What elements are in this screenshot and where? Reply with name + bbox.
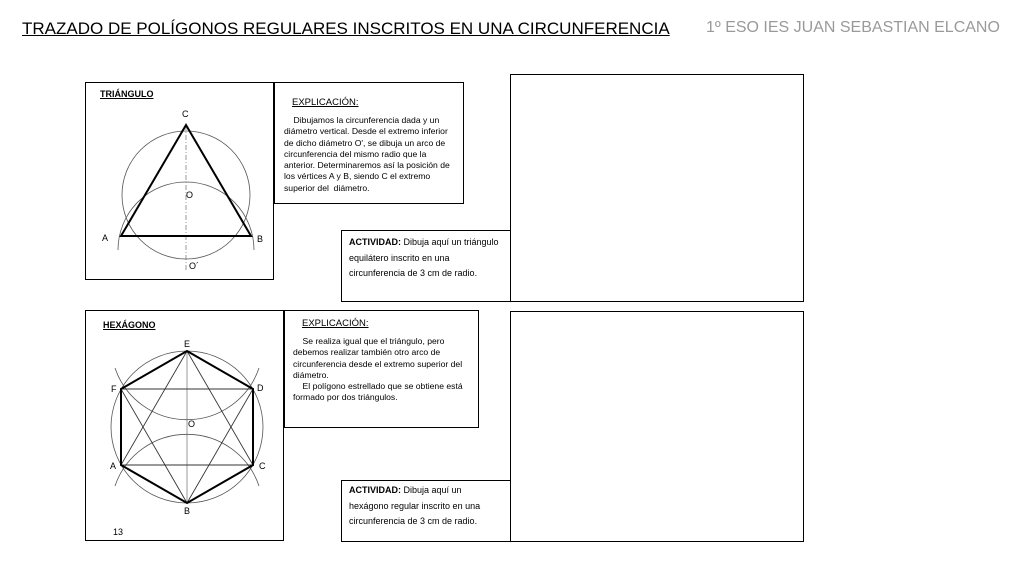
triangle-label-a: A: [102, 233, 109, 243]
hexagon-label-a: A: [110, 461, 117, 471]
triangle-label-b: B: [257, 234, 264, 244]
hexagon-construction-diagram: [85, 310, 284, 541]
triangle-label-c: C: [182, 109, 189, 119]
triangle-label-o-prime: O´: [189, 261, 199, 271]
hexagon-activity-label: ACTIVIDAD:: [349, 485, 401, 495]
hexagon-label-c: C: [259, 461, 266, 471]
triangle-activity-text: [349, 235, 499, 282]
triangle-explanation-text: Dibujamos la circunferencia dada y un diámetro vertical. Desde el extremo inferior de dicho diámetro O', se dibuja un arco de circunferencia del mismo radio que la anterior. Determinaremos así la posición de los vértices A y B, siendo C el extremo superior del diámetro.: [284, 115, 450, 193]
triangle-activity-label: ACTIVIDAD:: [349, 237, 401, 247]
triangle-explanation-heading: EXPLICACIÓN:: [292, 97, 359, 108]
triangle-construction-diagram: [85, 82, 274, 280]
page-number: 13: [113, 527, 124, 537]
triangle-label-o: O: [186, 190, 194, 200]
hexagon-explanation-heading: EXPLICACIÓN:: [302, 318, 369, 329]
hexagon-explanation-text: Se realiza igual que el triángulo, pero debemos realizar también otro arco de circunferencia desde el extremo superior del diámetro. El polígono estrellado que se obtiene está formado por dos triángulos.: [293, 336, 463, 403]
school-name: 1º ESO IES JUAN SEBASTIAN ELCANO: [706, 19, 1000, 36]
hexagon-label-e: E: [184, 339, 191, 349]
triangle-drawing-area[interactable]: [510, 74, 804, 302]
hexagon-label-b: B: [184, 506, 191, 516]
hexagon-label-o: O: [188, 419, 196, 429]
hexagon-label-d: D: [257, 383, 264, 393]
hexagon-activity-instructions: Dibuja aquí un hexágono regular inscrito en una circunferencia de 3 cm de radio.: [349, 485, 481, 526]
triangle-heading: TRIÁNGULO: [100, 89, 154, 99]
hexagon-label-f: F: [111, 384, 117, 394]
hexagon-heading: HEXÁGONO: [103, 320, 156, 330]
triangle-activity-instructions: Dibuja aquí un triángulo equilátero inscrito en una circunferencia de 3 cm de radio.: [349, 237, 499, 278]
page-title: TRAZADO DE POLÍGONOS REGULARES INSCRITOS EN UNA CIRCUNFERENCIA: [22, 19, 670, 38]
hexagon-drawing-area[interactable]: [510, 311, 804, 542]
hexagon-activity-text: [349, 483, 480, 530]
